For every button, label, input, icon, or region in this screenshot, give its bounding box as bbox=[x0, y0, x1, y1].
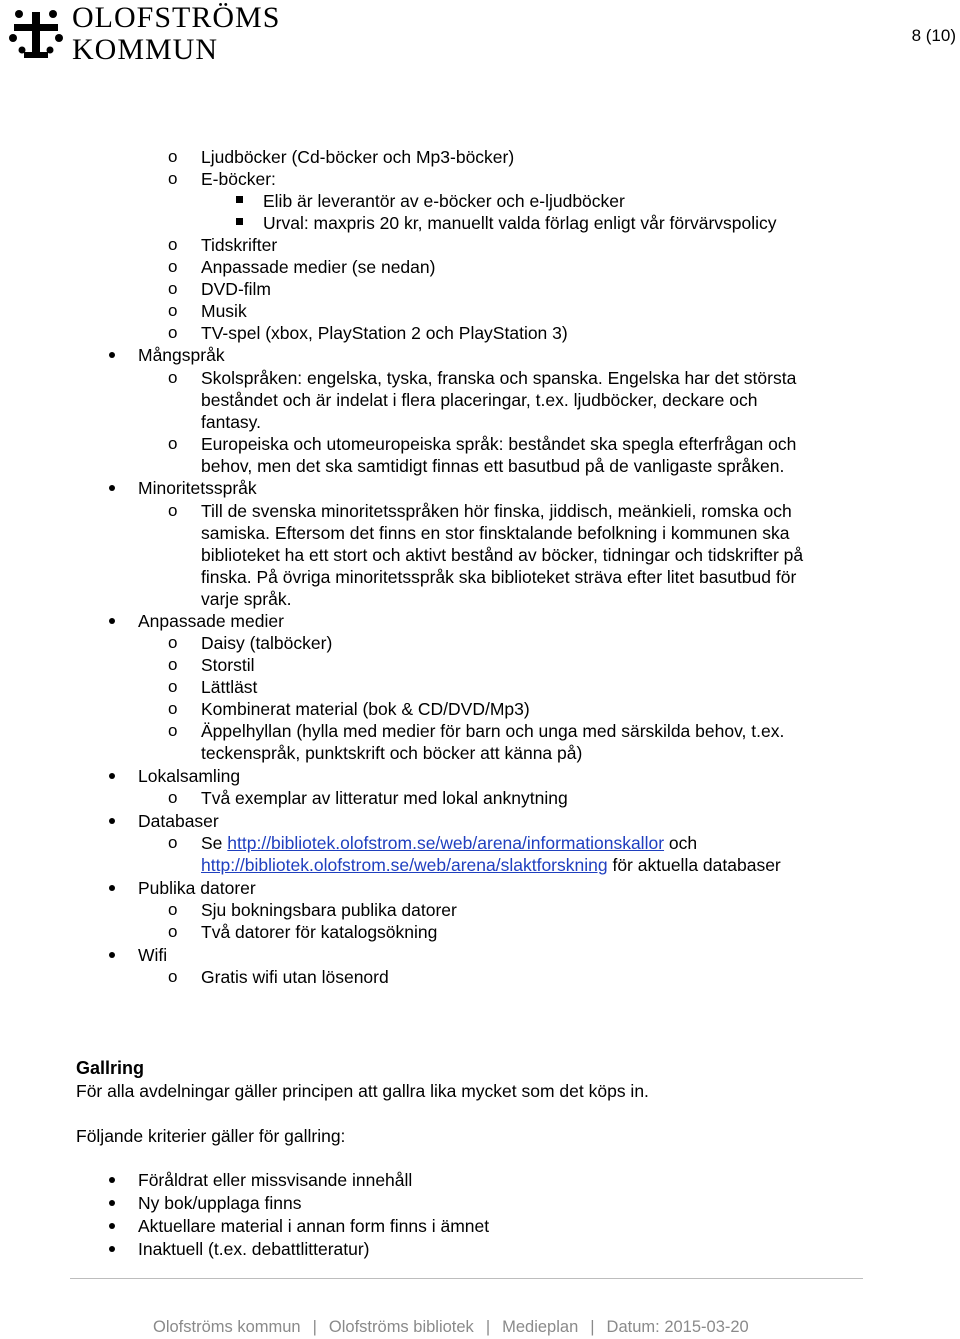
sub-bullet-marker: o bbox=[168, 169, 178, 188]
logo-wordmark: OLOFSTRÖMS KOMMUN bbox=[72, 1, 281, 66]
sub-bullet-marker: o bbox=[168, 323, 178, 342]
footer-dept: Olofströms bibliotek bbox=[328, 1318, 474, 1336]
logo-cross-icon bbox=[6, 6, 66, 60]
list-item: Kombinerat material (bok & CD/DVD/Mp3) bbox=[201, 699, 530, 719]
bullet-icon bbox=[109, 952, 115, 958]
list-item: Äppelhyllan (hylla med medier för barn och unga med särskilda behov, t.ex. bbox=[201, 721, 785, 741]
footer-separator: | bbox=[590, 1318, 595, 1336]
criteria-item: Inaktuell (t.ex. debattlitteratur) bbox=[138, 1239, 370, 1259]
sub-bullet-marker: o bbox=[168, 279, 178, 298]
list-item-cont: teckenspråk, punktskrift och böcker att känna på) bbox=[201, 743, 583, 763]
square-bullet-icon bbox=[236, 218, 243, 225]
list-item: Minoritetsspråk bbox=[138, 478, 257, 498]
list-item: Daisy (talböcker) bbox=[201, 633, 333, 653]
sub-bullet-marker: o bbox=[168, 301, 178, 320]
sub-bullet-marker: o bbox=[168, 699, 178, 718]
paragraph: Följande kriterier gäller för gallring: bbox=[76, 1126, 346, 1146]
bullet-icon bbox=[109, 1223, 115, 1229]
list-item: Två datorer för katalogsökning bbox=[201, 922, 438, 942]
page-number: 8 (10) bbox=[911, 26, 956, 45]
square-bullet-icon bbox=[236, 196, 243, 203]
list-item: Skolspråken: engelska, tyska, franska och spanska. Engelska har det största bbox=[201, 368, 797, 388]
sub-bullet-marker: o bbox=[168, 235, 178, 254]
list-item bbox=[201, 832, 697, 854]
list-item-cont: samiska. Eftersom det finns en stor finsktalande befolkning i kommunen ska bbox=[201, 523, 790, 543]
logo bbox=[6, 6, 66, 60]
bullet-icon bbox=[109, 618, 115, 624]
list-item: Anpassade medier (se nedan) bbox=[201, 257, 436, 277]
bullet-icon bbox=[109, 885, 115, 891]
sub-bullet-marker: o bbox=[168, 721, 178, 740]
list-item: Sju bokningsbara publika datorer bbox=[201, 900, 457, 920]
list-item-cont: behov, men det ska samtidigt finnas ett basutbud på de vanligaste språken. bbox=[201, 456, 785, 476]
list-item: Ljudböcker (Cd-böcker och Mp3-böcker) bbox=[201, 147, 515, 167]
sub-bullet-marker: o bbox=[168, 501, 178, 520]
sub-bullet-marker: o bbox=[168, 257, 178, 276]
link-suffix: för aktuella databaser bbox=[607, 855, 781, 875]
sub-bullet-marker: o bbox=[168, 967, 178, 986]
bullet-icon bbox=[109, 1200, 115, 1206]
footer-separator: | bbox=[485, 1318, 491, 1336]
footer-date: Datum: 2015-03-20 bbox=[606, 1318, 749, 1336]
sub-bullet-marker: o bbox=[168, 833, 178, 852]
list-item: Gratis wifi utan lösenord bbox=[201, 967, 389, 987]
bullet-icon bbox=[109, 1177, 115, 1183]
list-item-cont: beståndet och är indelat i flera placeringar, t.ex. ljudböcker, deckare och bbox=[201, 390, 758, 410]
sub-bullet-marker: o bbox=[168, 677, 178, 696]
list-item: Lokalsamling bbox=[138, 766, 241, 786]
sub-bullet-marker: o bbox=[168, 788, 178, 807]
criteria-item: Aktuellare material i annan form finns i ämnet bbox=[138, 1216, 490, 1236]
list-item: DVD-film bbox=[201, 279, 271, 299]
sub-bullet-marker: o bbox=[168, 368, 178, 387]
criteria-item: Föråldrat eller missvisande innehåll bbox=[138, 1170, 413, 1190]
bullet-icon bbox=[109, 352, 115, 358]
sub-bullet-marker: o bbox=[168, 147, 178, 166]
list-item: Till de svenska minoritetsspråken hör finska, jiddisch, meänkieli, romska och bbox=[201, 501, 792, 521]
footer-separator: | bbox=[312, 1318, 317, 1336]
list-item: Två exemplar av litteratur med lokal anknytning bbox=[201, 788, 568, 808]
list-item: Europeiska och utomeuropeiska språk: beståndet ska spegla efterfrågan och bbox=[201, 434, 797, 454]
sub-bullet-marker: o bbox=[168, 633, 178, 652]
list-item: Urval: maxpris 20 kr, manuellt valda förlag enligt vår förvärvspolicy bbox=[263, 213, 777, 233]
criteria-item: Ny bok/upplaga finns bbox=[138, 1193, 302, 1213]
list-item: Tidskrifter bbox=[201, 235, 278, 255]
list-item: Anpassade medier bbox=[138, 611, 284, 631]
list-item-cont: finska. På övriga minoritetsspråk ska biblioteket sträva efter litet basutbud för bbox=[201, 567, 797, 587]
list-item: Databaser bbox=[138, 811, 219, 831]
bullet-icon bbox=[109, 1246, 115, 1252]
sub-bullet-marker: o bbox=[168, 900, 178, 919]
footer-doc: Medieplan bbox=[502, 1318, 579, 1336]
list-item: Lättläst bbox=[201, 677, 258, 697]
link-informationskallor[interactable]: http://bibliotek.olofstrom.se/web/arena/informationskallor bbox=[227, 833, 665, 853]
footer-divider bbox=[70, 1278, 863, 1279]
section-heading-gallring: Gallring bbox=[76, 1058, 145, 1078]
sub-bullet-marker: o bbox=[168, 922, 178, 941]
list-item: Elib är leverantör av e-böcker och e-ljudböcker bbox=[263, 191, 625, 211]
list-item-cont: varje språk. bbox=[201, 589, 292, 609]
list-item: Wifi bbox=[138, 945, 168, 965]
bullet-icon bbox=[109, 485, 115, 491]
footer-org: Olofströms kommun bbox=[153, 1318, 301, 1336]
list-item: Mångspråk bbox=[138, 345, 225, 365]
list-item-cont: biblioteket ha ett stort och aktivt bestånd av böcker, tidningar och tidskrifter på bbox=[201, 545, 804, 565]
list-item: Musik bbox=[201, 301, 247, 321]
list-item: Storstil bbox=[201, 655, 255, 675]
link-slaktforskning[interactable]: http://bibliotek.olofstrom.se/web/arena/slaktforskning bbox=[201, 855, 608, 875]
sub-bullet-marker: o bbox=[168, 434, 178, 453]
sub-bullet-marker: o bbox=[168, 655, 178, 674]
link-prefix: Se bbox=[201, 833, 228, 853]
paragraph: För alla avdelningar gäller principen att gallra lika mycket som det köps in. bbox=[76, 1081, 649, 1101]
list-item-cont: fantasy. bbox=[201, 412, 261, 432]
list-item: TV-spel (xbox, PlayStation 2 och PlayStation 3) bbox=[201, 323, 568, 343]
bullet-icon bbox=[109, 818, 115, 824]
bullet-icon bbox=[109, 773, 115, 779]
list-item-cont bbox=[201, 854, 781, 876]
link-joiner: och bbox=[664, 833, 698, 853]
footer bbox=[153, 1318, 749, 1337]
list-item: E-böcker: bbox=[201, 169, 276, 189]
list-item: Publika datorer bbox=[138, 878, 256, 898]
